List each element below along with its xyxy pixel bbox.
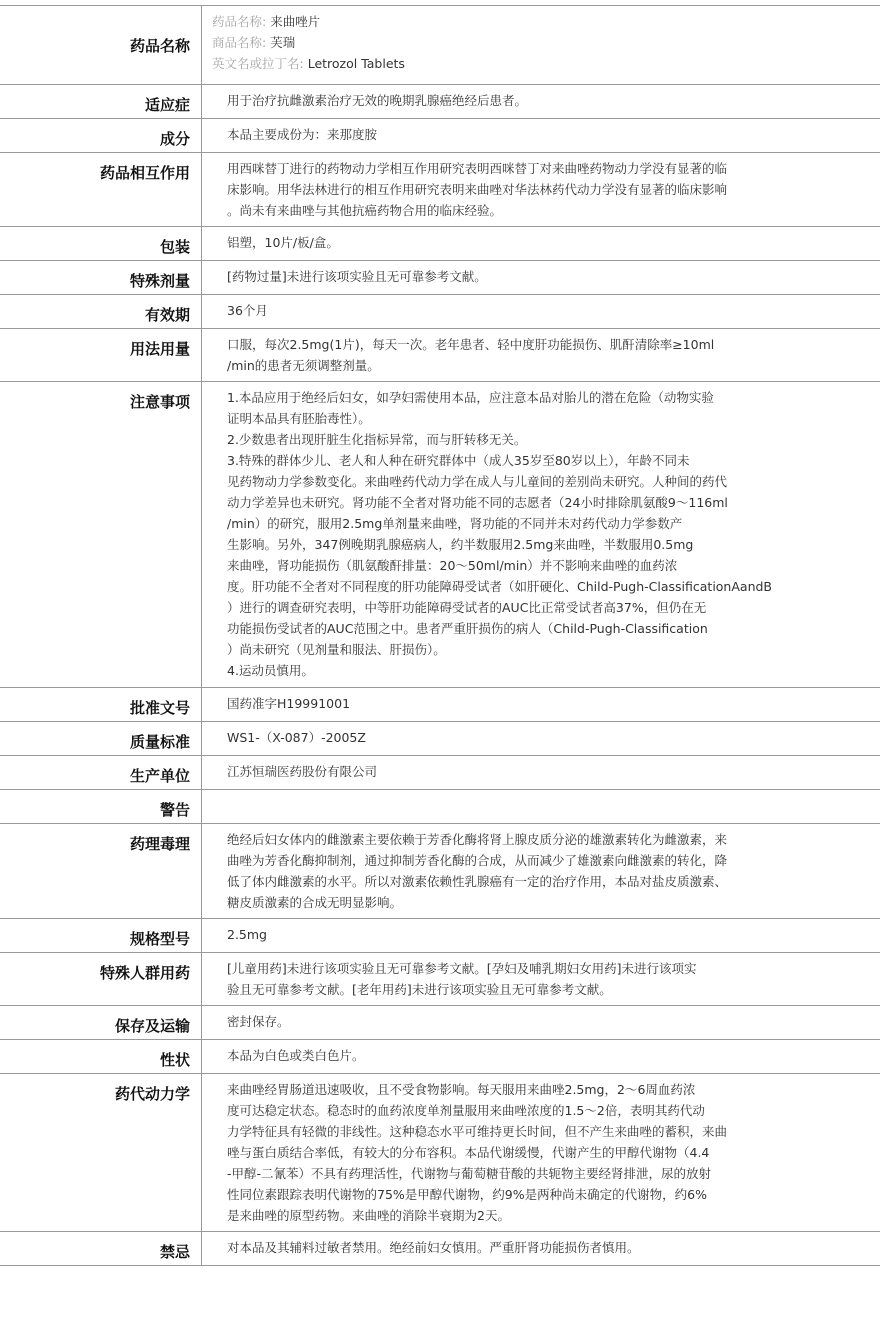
label-storage: 保存及运输 bbox=[114, 1017, 190, 1035]
row-interactions bbox=[0, 153, 880, 227]
text-line: 来曲唑，肾功能损伤（肌氨酸酐排量：20～50ml/min）并不影响来曲唑的血药浓 bbox=[227, 558, 678, 573]
label-standard: 质量标准 bbox=[129, 733, 190, 751]
text-line: 。尚未有来曲唑与其他抗癌药物合用的临床经验。 bbox=[227, 203, 503, 218]
text-line: 36个月 bbox=[227, 303, 268, 318]
label-overdose: 特殊剂量 bbox=[129, 272, 190, 290]
text-line: 4.运动员慎用。 bbox=[227, 663, 314, 678]
value-indication bbox=[201, 85, 880, 118]
name-key: 商品名称: bbox=[212, 35, 267, 50]
text-line: ）尚未研究（见剂量和服法、肝损伤）。 bbox=[227, 642, 446, 657]
row-warning bbox=[0, 790, 880, 824]
row-package bbox=[0, 227, 880, 261]
text-line: 低了体内雌激素的水平。所以对激素依赖性乳腺癌有一定的治疗作用，本品对盐皮质激素、 bbox=[227, 874, 728, 889]
label-dosage: 用法用量 bbox=[129, 340, 190, 358]
row-spec bbox=[0, 919, 880, 953]
value-name bbox=[201, 6, 880, 84]
text-line: 对本品及其辅料过敏者禁用。绝经前妇女慎用。严重肝肾功能损伤者慎用。 bbox=[227, 1240, 640, 1255]
row-contraindication bbox=[0, 1232, 880, 1266]
row-ingredients bbox=[0, 119, 880, 153]
value-ingredients bbox=[201, 119, 880, 152]
text-line: 密封保存。 bbox=[227, 1014, 290, 1029]
row-standard bbox=[0, 722, 880, 756]
row-approval bbox=[0, 688, 880, 722]
value-appearance bbox=[201, 1040, 880, 1073]
value-pk bbox=[201, 1074, 880, 1231]
name-value: 来曲唑片 bbox=[270, 14, 321, 29]
name-line bbox=[212, 53, 860, 74]
text-line: 见药物动力学参数变化。来曲唑药代动力学在成人与儿童间的差别尚未研究。人种间的药代 bbox=[227, 474, 728, 489]
value-contraindication bbox=[201, 1232, 880, 1265]
label-spec: 规格型号 bbox=[129, 930, 190, 948]
text-line: 唑与蛋白质结合率低，有较大的分布容积。本品代谢缓慢，代谢产生的甲醇代谢物（4.4 bbox=[227, 1145, 710, 1160]
label-pharmacology: 药理毒理 bbox=[129, 835, 190, 853]
label-indication: 适应症 bbox=[144, 96, 190, 114]
value-pharmacology bbox=[201, 824, 880, 918]
text-line: 1.本品应用于绝经后妇女，如孕妇需使用本品，应注意本品对胎儿的潜在危险（动物实验 bbox=[227, 390, 714, 405]
drug-info-table bbox=[0, 5, 880, 1266]
row-storage bbox=[0, 1006, 880, 1040]
text-line: 糖皮质激素的合成无明显影响。 bbox=[227, 895, 403, 910]
label-contraindication: 禁忌 bbox=[159, 1243, 190, 1261]
text-line: 3.特殊的群体少儿、老人和人种在研究群体中（成人35岁至80岁以上），年龄不同未 bbox=[227, 453, 690, 468]
label-name: 药品名称 bbox=[129, 37, 190, 55]
label-precautions: 注意事项 bbox=[129, 393, 190, 411]
name-line bbox=[212, 32, 860, 53]
text-line: 用西咪替丁进行的药物动力学相互作用研究表明西咪替丁对来曲唑药物动力学没有显著的临 bbox=[227, 161, 728, 176]
value-manufacturer bbox=[201, 756, 880, 789]
value-spec bbox=[201, 919, 880, 952]
row-pharmacology bbox=[0, 824, 880, 919]
row-manufacturer bbox=[0, 756, 880, 790]
text-line: 绝经后妇女体内的雌激素主要依赖于芳香化酶将肾上腺皮质分泌的雄激素转化为雌激素，来 bbox=[227, 832, 728, 847]
label-manufacturer: 生产单位 bbox=[129, 767, 190, 785]
name-key: 英文名或拉丁名: bbox=[212, 56, 304, 71]
text-line: 功能损伤受试者的AUC范围之中。患者严重肝损伤的病人（Child-Pugh-Classification bbox=[227, 621, 708, 636]
row-special bbox=[0, 953, 880, 1006]
value-special bbox=[201, 953, 880, 1005]
value-precautions bbox=[201, 382, 880, 687]
text-line: 本品为白色或类白色片。 bbox=[227, 1048, 365, 1063]
value-standard bbox=[201, 722, 880, 755]
text-line: 国药准字H19991001 bbox=[227, 696, 351, 711]
text-line: 度。肝功能不全者对不同程度的肝功能障碍受试者（如肝硬化、Child-Pugh-ClassificationAandB bbox=[227, 579, 773, 594]
row-pk bbox=[0, 1074, 880, 1232]
text-line: 动力学差异也未研究。肾功能不全者对肾功能不同的志愿者（24小时排除肌氨酸9～116ml bbox=[227, 495, 728, 510]
text-line: 铝塑，10片/板/盒。 bbox=[227, 235, 339, 250]
label-approval: 批准文号 bbox=[129, 699, 190, 717]
label-appearance: 性状 bbox=[159, 1051, 190, 1069]
row-overdose bbox=[0, 261, 880, 295]
row-indication bbox=[0, 85, 880, 119]
text-line: 本品主要成份为：来那度胺 bbox=[227, 127, 378, 142]
row-dosage bbox=[0, 329, 880, 382]
text-line: 验且无可靠参考文献。[老年用药]未进行该项实验且无可靠参考文献。 bbox=[227, 982, 612, 997]
text-line: 是来曲唑的原型药物。来曲唑的消除半衰期为2天。 bbox=[227, 1208, 510, 1223]
name-key: 药品名称: bbox=[212, 14, 267, 29]
row-precautions bbox=[0, 382, 880, 688]
text-line: 江苏恒瑞医药股份有限公司 bbox=[227, 764, 378, 779]
text-line: WS1-（X-087）-2005Z bbox=[227, 730, 366, 745]
text-line: 性同位素跟踪表明代谢物的75%是甲醇代谢物，约9%是两种尚未确定的代谢物，约6% bbox=[227, 1187, 707, 1202]
text-line: 度可达稳定状态。稳态时的血药浓度单剂量服用来曲唑浓度的1.5～2倍，表明其药代动 bbox=[227, 1103, 705, 1118]
label-pk: 药代动力学 bbox=[114, 1085, 190, 1103]
name-line bbox=[212, 11, 860, 32]
name-value: 芙瑞 bbox=[270, 35, 296, 50]
value-validity bbox=[201, 295, 880, 328]
value-storage bbox=[201, 1006, 880, 1039]
row-validity bbox=[0, 295, 880, 329]
text-line: -甲醇-二氰苯）不具有药理活性，代谢物与葡萄糖苷酸的共轭物主要经肾排泄，尿的放射 bbox=[227, 1166, 712, 1181]
row-appearance bbox=[0, 1040, 880, 1074]
text-line: /min的患者无须调整剂量。 bbox=[227, 358, 380, 373]
value-overdose bbox=[201, 261, 880, 294]
label-interactions: 药品相互作用 bbox=[99, 164, 190, 182]
text-line: 生影响。另外，347例晚期乳腺癌病人，约半数服用2.5mg来曲唑，半数服用0.5mg bbox=[227, 537, 694, 552]
label-package: 包装 bbox=[159, 238, 190, 256]
label-special: 特殊人群用药 bbox=[99, 964, 190, 982]
text-line: [药物过量]未进行该项实验且无可靠参考文献。 bbox=[227, 269, 487, 284]
text-line: 力学特征具有轻微的非线性。这种稳态水平可维持更长时间，但不产生来曲唑的蓄积，来曲 bbox=[227, 1124, 728, 1139]
label-warning: 警告 bbox=[159, 801, 190, 819]
text-line: 2.少数患者出现肝脏生化指标异常，而与肝转移无关。 bbox=[227, 432, 527, 447]
name-value: Letrozol Tablets bbox=[307, 56, 405, 71]
text-line: 来曲唑经胃肠道迅速吸收，且不受食物影响。每天服用来曲唑2.5mg，2～6周血药浓 bbox=[227, 1082, 696, 1097]
value-package bbox=[201, 227, 880, 260]
text-line: 2.5mg bbox=[227, 927, 267, 942]
text-line: [儿童用药]未进行该项实验且无可靠参考文献。[孕妇及哺乳期妇女用药]未进行该项实 bbox=[227, 961, 697, 976]
label-ingredients: 成分 bbox=[159, 130, 190, 148]
text-line: ）进行的调查研究表明，中等肝功能障碍受试者的AUC比正常受试者高37%，但仍在无 bbox=[227, 600, 707, 615]
text-line: 曲唑为芳香化酶抑制剂，通过抑制芳香化酶的合成，从而减少了雄激素向雌激素的转化，降 bbox=[227, 853, 728, 868]
text-line: 床影响。用华法林进行的相互作用研究表明来曲唑对华法林药代动力学没有显著的临床影响 bbox=[227, 182, 728, 197]
value-approval bbox=[201, 688, 880, 721]
text-line: 证明本品具有胚胎毒性）。 bbox=[227, 411, 371, 426]
text-line: /min）的研究，服用2.5mg单剂量来曲唑，肾功能的不同并未对药代动力学参数产 bbox=[227, 516, 683, 531]
label-validity: 有效期 bbox=[144, 306, 190, 324]
text-line: 口服，每次2.5mg(1片)，每天一次。老年患者、轻中度肝功能损伤、肌酐清除率≥10ml bbox=[227, 337, 715, 352]
value-interactions bbox=[201, 153, 880, 226]
text-line: 用于治疗抗雌激素治疗无效的晚期乳腺癌绝经后患者。 bbox=[227, 93, 528, 108]
value-dosage bbox=[201, 329, 880, 381]
value-warning bbox=[201, 790, 880, 823]
row-name bbox=[0, 6, 880, 85]
